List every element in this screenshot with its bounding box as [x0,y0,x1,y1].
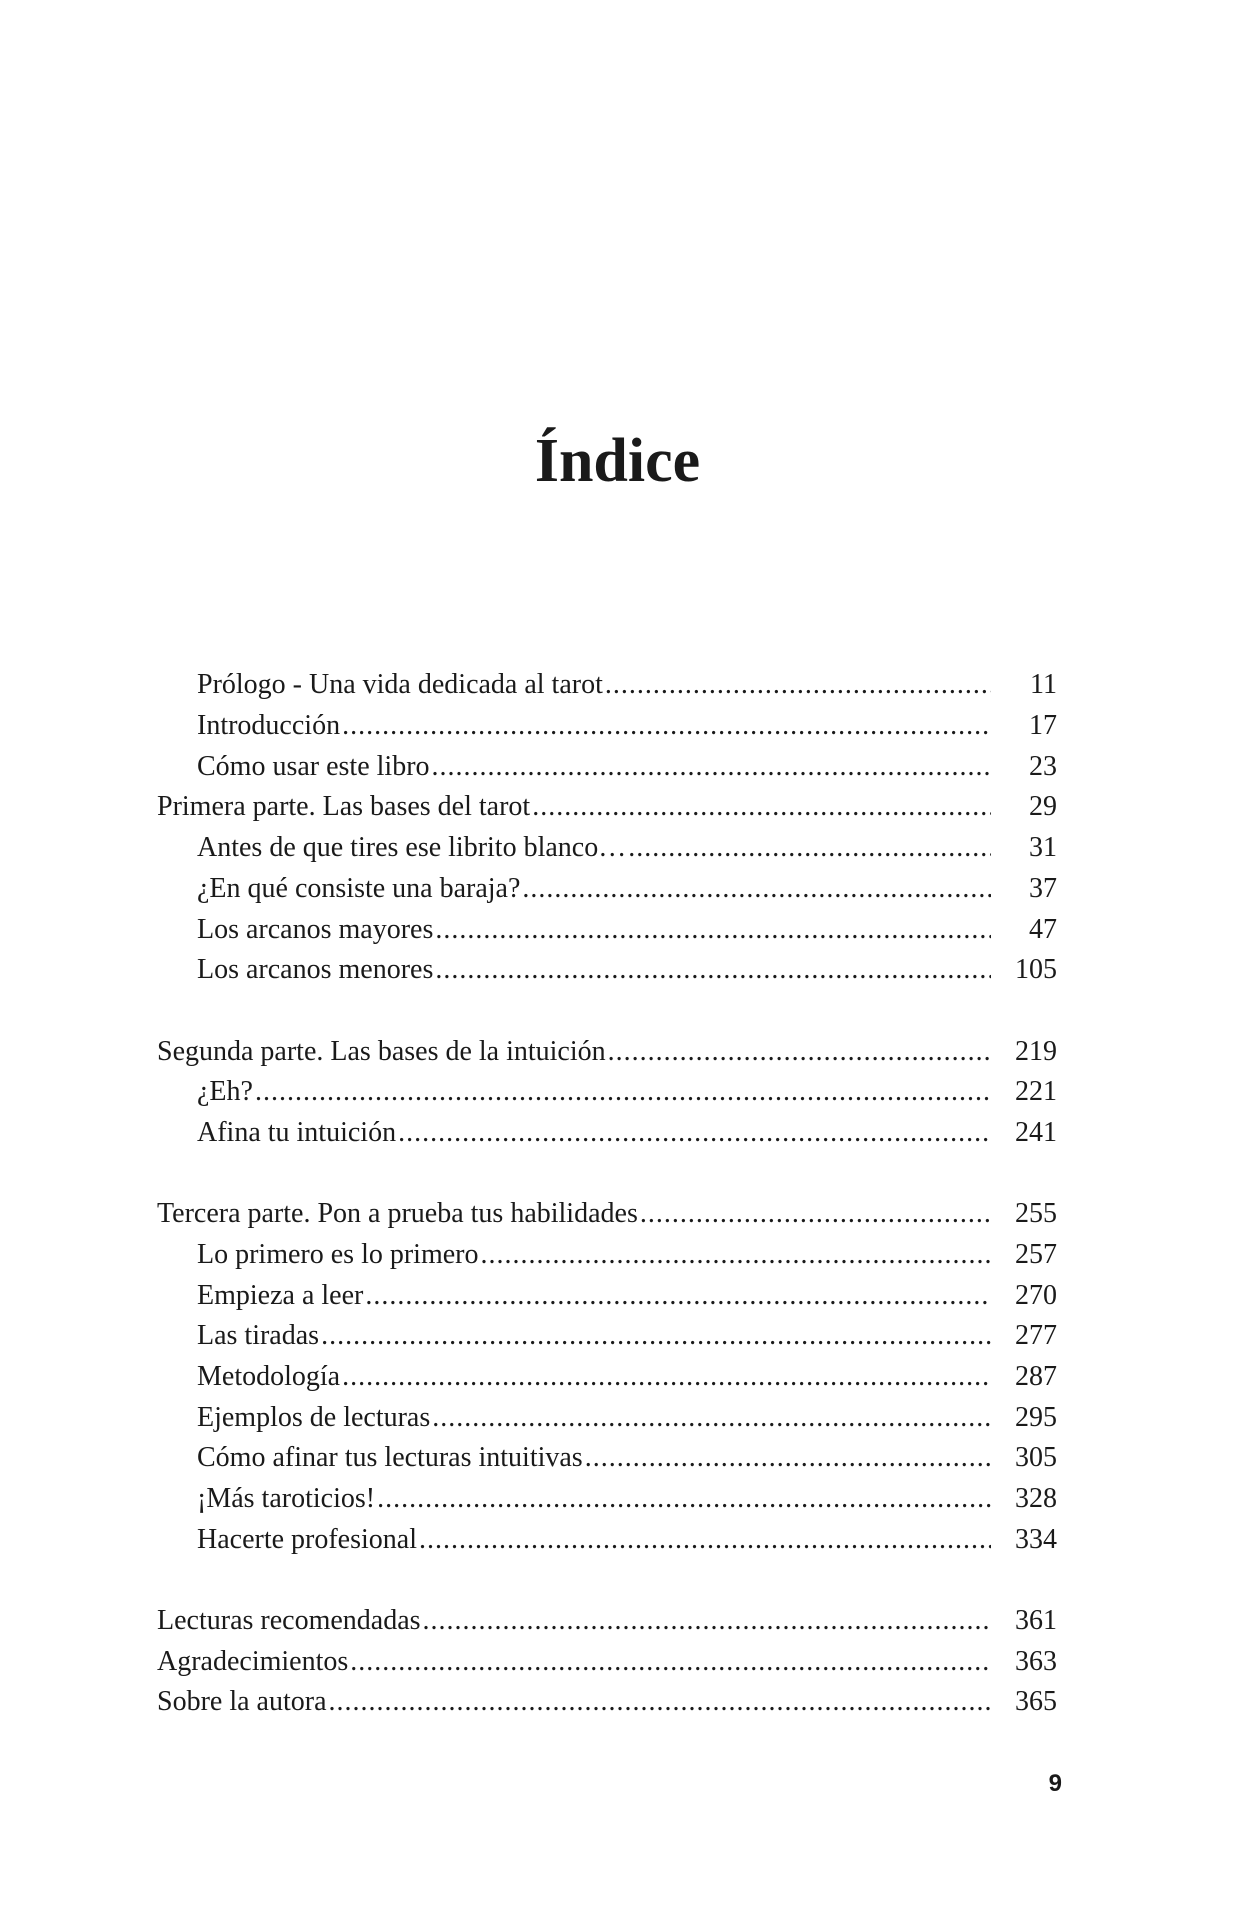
toc-entry[interactable] [197,1438,1057,1478]
toc-entry[interactable] [157,1194,1057,1234]
toc-entry-title: Las tiradas [197,1320,320,1351]
dot-leader [398,1113,991,1153]
toc-entry[interactable] [197,1072,1057,1112]
toc-entry-title: Sobre la autora [157,1686,327,1717]
toc-entry-title: Afina tu intuición [197,1117,397,1148]
toc-entry-title: Lo primero es lo primero [197,1239,479,1270]
toc-entry-page: 105 [1015,954,1057,985]
toc-entry-title: Los arcanos menores [197,954,434,985]
toc-entry-title: Segunda parte. Las bases de la intuición [157,1036,606,1067]
dot-leader [329,1682,992,1722]
toc-entry-page: 219 [1015,1036,1057,1067]
toc-entry[interactable] [197,747,1057,787]
toc-entry-page: 363 [1015,1646,1057,1677]
dot-leader [321,1316,991,1356]
toc-entry-page: 270 [1015,1280,1057,1311]
toc-entry[interactable] [197,1316,1057,1356]
toc-entry-page: 328 [1015,1483,1057,1514]
toc-entry-title: Agradecimientos [157,1646,349,1677]
toc-entry-title: Los arcanos mayores [197,914,434,945]
toc-entry[interactable] [197,910,1057,950]
toc-entry-page: 17 [1029,710,1057,741]
toc-entry[interactable] [157,1032,1057,1072]
toc-entry-page: 23 [1029,751,1057,782]
toc-entry[interactable] [197,1235,1057,1275]
toc-entry-page: 257 [1015,1239,1057,1270]
dot-leader [640,1194,991,1234]
toc-entry[interactable] [197,706,1057,746]
toc-entry-page: 361 [1015,1605,1057,1636]
toc-entry-title: Hacerte profesional [197,1524,417,1555]
toc-entry-page: 29 [1029,791,1057,822]
toc-entry-title: Prólogo - Una vida dedicada al tarot [197,669,603,700]
toc-entry[interactable] [157,1601,1057,1641]
toc-entry-title: Lecturas recomendadas [157,1605,421,1636]
page-number: 9 [1048,1770,1062,1797]
toc-entry-title: Tercera parte. Pon a prueba tus habilidades [157,1198,638,1229]
toc-entry[interactable] [157,1682,1057,1722]
toc-entry-title: Cómo usar este libro [197,751,430,782]
toc-entry-page: 287 [1015,1361,1057,1392]
dot-leader [255,1072,991,1112]
dot-leader [432,747,991,787]
toc-entry[interactable] [197,1113,1057,1153]
toc-entry-page: 277 [1015,1320,1057,1351]
toc-entry-page: 11 [1030,669,1057,700]
toc-entry-page: 37 [1029,873,1057,904]
toc-entry-page: 221 [1015,1076,1057,1107]
toc-entry[interactable] [197,828,1057,868]
page-title: Índice [534,426,701,495]
dot-leader [605,665,991,705]
toc-entry-page: 255 [1015,1198,1057,1229]
dot-leader [432,1398,991,1438]
dot-leader [342,1357,991,1397]
toc-entry-title: Metodología [197,1361,341,1392]
toc-entry[interactable] [197,1357,1057,1397]
dot-leader [342,706,991,746]
toc-entry-title: Introducción [197,710,341,741]
dot-leader [628,828,991,868]
toc-entry-title: Ejemplos de lecturas [197,1402,431,1433]
toc-entry-title: ¡Más taroticios! [197,1483,376,1514]
toc-entry-title: ¿En qué consiste una baraja? [197,873,521,904]
toc-entry-page: 295 [1015,1402,1057,1433]
toc-entry[interactable] [157,787,1057,827]
toc-entry[interactable] [197,1479,1057,1519]
toc-entry-title: Empieza a leer [197,1280,364,1311]
toc-entry-title: ¿Eh? [197,1076,253,1107]
toc-entry-page: 47 [1029,914,1057,945]
dot-leader [435,910,991,950]
toc-entry-title: Primera parte. Las bases del tarot [157,791,531,822]
toc-entry-page: 31 [1029,832,1057,863]
dot-leader [350,1642,991,1682]
toc-entry-page: 241 [1015,1117,1057,1148]
dot-leader [419,1520,991,1560]
dot-leader [522,869,991,909]
dot-leader [608,1032,991,1072]
dot-leader [532,787,991,827]
toc-entry[interactable] [197,1276,1057,1316]
toc-entry-page: 305 [1015,1442,1057,1473]
toc-entry[interactable] [157,1642,1057,1682]
dot-leader [435,950,991,990]
toc-entry-title: Antes de que tires ese librito blanco… [197,832,627,863]
dot-leader [423,1601,991,1641]
toc-entry-title: Cómo afinar tus lecturas intuitivas [197,1442,583,1473]
toc-entry[interactable] [197,665,1057,705]
dot-leader [365,1276,991,1316]
toc-entry[interactable] [197,950,1057,990]
dot-leader [480,1235,991,1275]
toc-entry[interactable] [197,1398,1057,1438]
toc-entry-page: 334 [1015,1524,1057,1555]
dot-leader [585,1438,991,1478]
toc-entry[interactable] [197,1520,1057,1560]
toc-entry-page: 365 [1015,1686,1057,1717]
toc-entry[interactable] [197,869,1057,909]
dot-leader [377,1479,991,1519]
